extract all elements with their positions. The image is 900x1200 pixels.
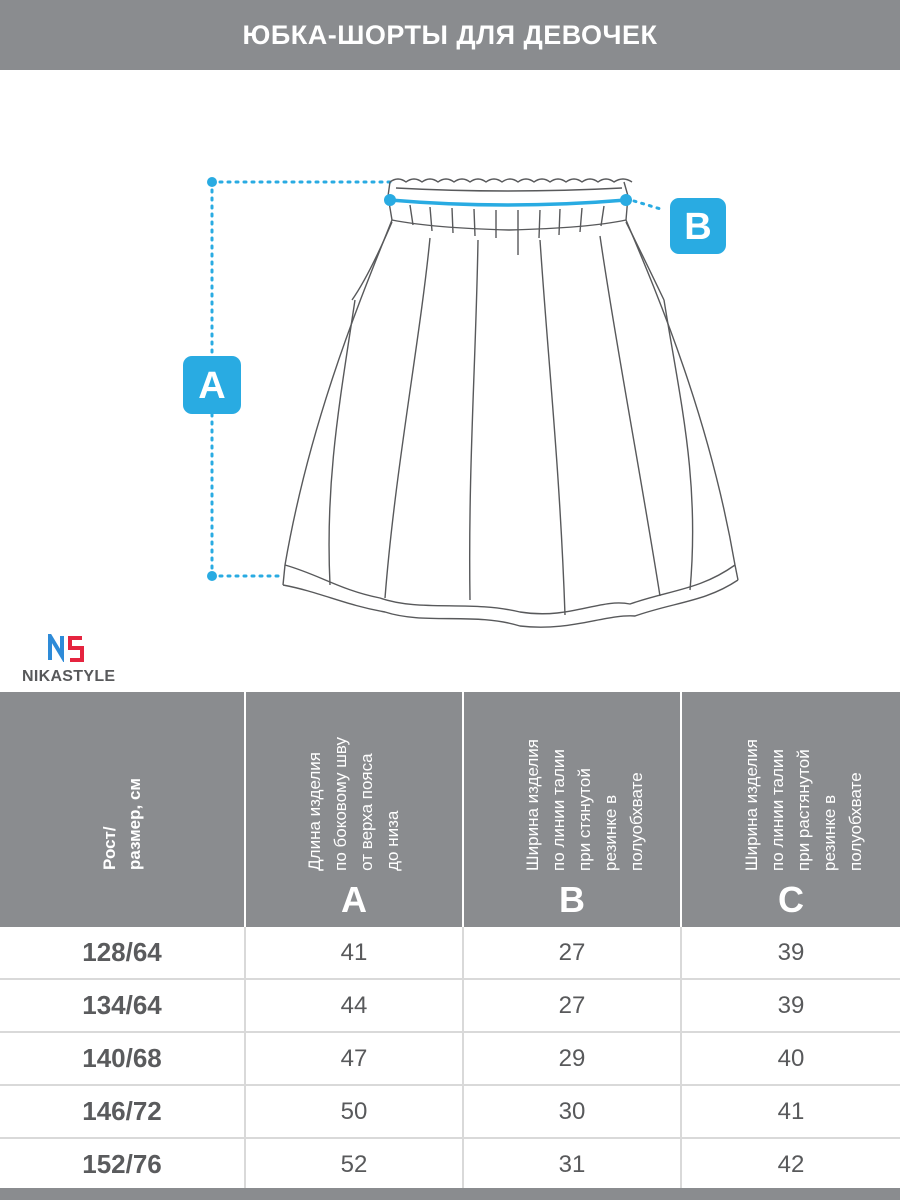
header-b-letter: B bbox=[559, 879, 585, 920]
cell-size: 152/76 bbox=[0, 1138, 245, 1191]
dimension-b-line bbox=[390, 200, 626, 205]
cell-b: 31 bbox=[463, 1138, 681, 1191]
cell-c: 39 bbox=[681, 979, 900, 1032]
cell-size: 134/64 bbox=[0, 979, 245, 1032]
table-row bbox=[0, 927, 900, 979]
header-a-letter: A bbox=[341, 879, 367, 920]
table-row bbox=[0, 1085, 900, 1138]
marker-a-label: A bbox=[198, 365, 226, 407]
header-a-label: Длина изделия по боковому шву от верха пояса до низа bbox=[305, 737, 402, 871]
skirt-illustration bbox=[0, 70, 900, 690]
header-b-label: Ширина изделия по линии талии при стянутой резинке в полуобхвате bbox=[523, 739, 646, 871]
skirt-diagram bbox=[0, 70, 900, 690]
header-c bbox=[681, 692, 900, 927]
cell-a: 52 bbox=[245, 1138, 463, 1191]
cell-size: 146/72 bbox=[0, 1085, 245, 1138]
brand-name: NIKASTYLE bbox=[22, 668, 116, 685]
page-title: ЮБКА-ШОРТЫ ДЛЯ ДЕВОЧЕК bbox=[0, 0, 900, 70]
cell-b: 29 bbox=[463, 1032, 681, 1085]
cell-b: 27 bbox=[463, 979, 681, 1032]
header-a bbox=[245, 692, 463, 927]
cell-a: 50 bbox=[245, 1085, 463, 1138]
cell-b: 30 bbox=[463, 1085, 681, 1138]
marker-a-badge bbox=[183, 356, 241, 414]
table-row bbox=[0, 1032, 900, 1085]
cell-b: 27 bbox=[463, 927, 681, 979]
header-c-letter: C bbox=[778, 879, 804, 920]
table-row bbox=[0, 979, 900, 1032]
cell-c: 41 bbox=[681, 1085, 900, 1138]
marker-b-badge bbox=[670, 198, 726, 254]
marker-b-label: B bbox=[684, 206, 712, 248]
size-table bbox=[0, 692, 900, 1192]
table-header-row bbox=[0, 692, 900, 927]
header-size-label: Рост/ размер, см bbox=[100, 778, 144, 870]
header-size bbox=[0, 692, 245, 927]
header-c-label: Ширина изделия по линии талии при растянутой резинке в полуобхвате bbox=[742, 739, 865, 871]
cell-a: 47 bbox=[245, 1032, 463, 1085]
cell-a: 44 bbox=[245, 979, 463, 1032]
cell-size: 128/64 bbox=[0, 927, 245, 979]
cell-c: 40 bbox=[681, 1032, 900, 1085]
footer-bar bbox=[0, 1188, 900, 1200]
brand-logo bbox=[22, 634, 122, 686]
nikastyle-logo-icon bbox=[48, 634, 88, 662]
cell-c: 39 bbox=[681, 927, 900, 979]
header-b bbox=[463, 692, 681, 927]
cell-size: 140/68 bbox=[0, 1032, 245, 1085]
skirt-outline bbox=[283, 179, 738, 627]
cell-c: 42 bbox=[681, 1138, 900, 1191]
cell-a: 41 bbox=[245, 927, 463, 979]
table-row bbox=[0, 1138, 900, 1191]
